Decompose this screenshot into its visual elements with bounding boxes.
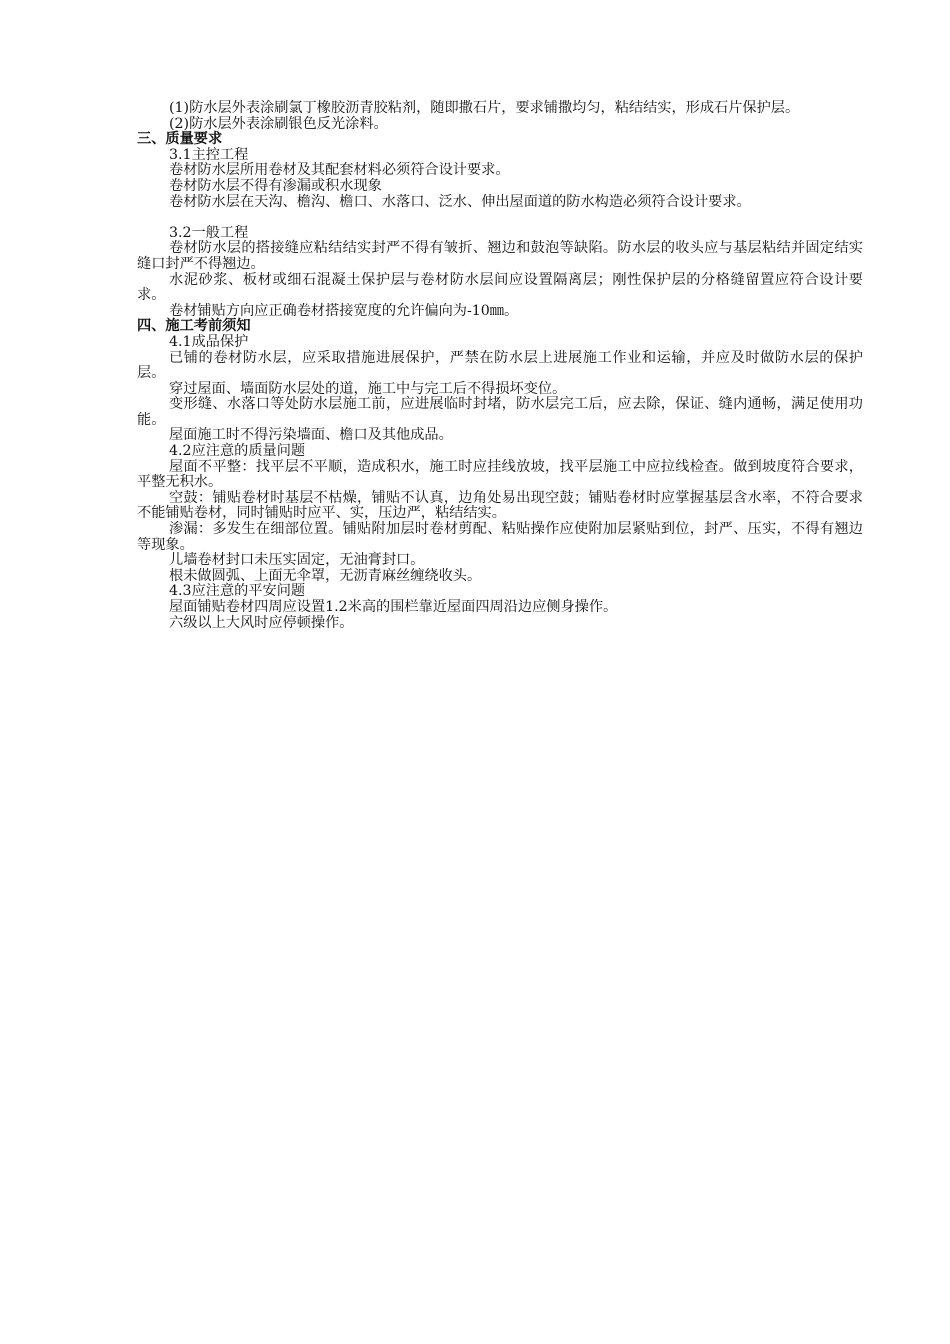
subsection-title-quality-problems: 4.2应注意的质量问题 xyxy=(169,443,306,460)
main-control-item-2: 卷材防水层不得有渗漏或积水现象 xyxy=(169,177,382,194)
subsection-title-safety-problems: 4.3应注意的平安问题 xyxy=(169,583,306,600)
safety-item-1: 屋面铺贴卷材四周应设置1.2米高的围栏靠近屋面四周沿边应侧身操作。 xyxy=(169,599,618,615)
document-page xyxy=(137,101,863,631)
subsection-title-product-protection: 4.1成品保护 xyxy=(169,333,249,350)
paragraph-spacer xyxy=(137,210,863,226)
main-control-item-1: 卷材防水层所用卷材及其配套材料必须符合设计要求。 xyxy=(169,162,510,179)
subsection-title-general: 3.2一般工程 xyxy=(169,224,249,241)
safety-item-2: 六级以上大风时应停顿操作。 xyxy=(169,614,354,631)
protection-item-4: 屋面施工时不得污染墙面、檐口及其他成品。 xyxy=(169,427,453,444)
general-item-1: 卷材防水层的搭接缝应粘结结实封严不得有皱折、翘边和鼓泡等缺陷。防水层的收头应与基层粘结并固定结实缝口封严不得翘边。 xyxy=(137,240,863,272)
section-heading-notes: 四、施工考前须知 xyxy=(137,318,251,335)
quality-problem-item-5: 根未做圆弧、上面无伞罩，无沥青麻丝缠绕收头。 xyxy=(169,567,482,584)
quality-problem-item-2: 空鼓：铺贴卷材时基层不枯燥，铺贴不认真，边角处易出现空鼓；铺贴卷材时应掌握基层含水率，不符合要求不能铺贴卷材，同时铺贴时应平、实，压边严，粘结结实。 xyxy=(137,489,863,522)
intro-paragraph-2: (2)防水层外表涂刷银色反光涂料。 xyxy=(169,115,388,132)
section-heading-quality: 三、质量要求 xyxy=(137,131,223,148)
general-item-2: 水泥砂浆、板材或细石混凝土保护层与卷材防水层间应设置隔离层；刚性保护层的分格缝留置应符合设计要求。 xyxy=(137,271,863,304)
protection-item-1: 已铺的卷材防水层，应采取措施进展保护，严禁在防水层上进展施工作业和运输，并应及时做防水层的保护层。 xyxy=(137,349,863,382)
main-control-item-3: 卷材防水层在天沟、檐沟、檐口、水落口、泛水、伸出屋面道的防水构造必须符合设计要求。 xyxy=(169,193,751,210)
quality-problem-item-3: 渗漏：多发生在细部位置。铺贴附加层时卷材剪配、粘贴操作应使附加层紧贴到位，封严、压实，不得有翘边等现象。 xyxy=(137,521,863,553)
quality-problem-item-1: 屋面不平整：找平层不平顺，造成积水，施工时应挂线放坡，找平层施工中应拉线检查。做到坡度符合要求，平整无积水。 xyxy=(137,458,863,491)
intro-paragraph-1: (1)防水层外表涂刷氯丁橡胶沥青胶粘剂，随即撒石片，要求铺撒均匀，粘结结实，形成石片保护层。 xyxy=(169,100,800,116)
protection-item-2: 穿过屋面、墙面防水层处的道，施工中与完工后不得损坏变位。 xyxy=(169,380,567,397)
subsection-title-main-control: 3.1主控工程 xyxy=(169,146,249,163)
general-item-3: 卷材铺贴方向应正确卷材搭接宽度的允许偏向为-10㎜。 xyxy=(169,302,519,319)
quality-problem-item-4: 儿墙卷材封口未压实固定，无油膏封口。 xyxy=(169,552,425,569)
protection-item-3: 变形缝、水落口等处防水层施工前，应进展临时封堵，防水层完工后，应去除，保证、缝内通畅，满足使用功能。 xyxy=(137,396,863,428)
